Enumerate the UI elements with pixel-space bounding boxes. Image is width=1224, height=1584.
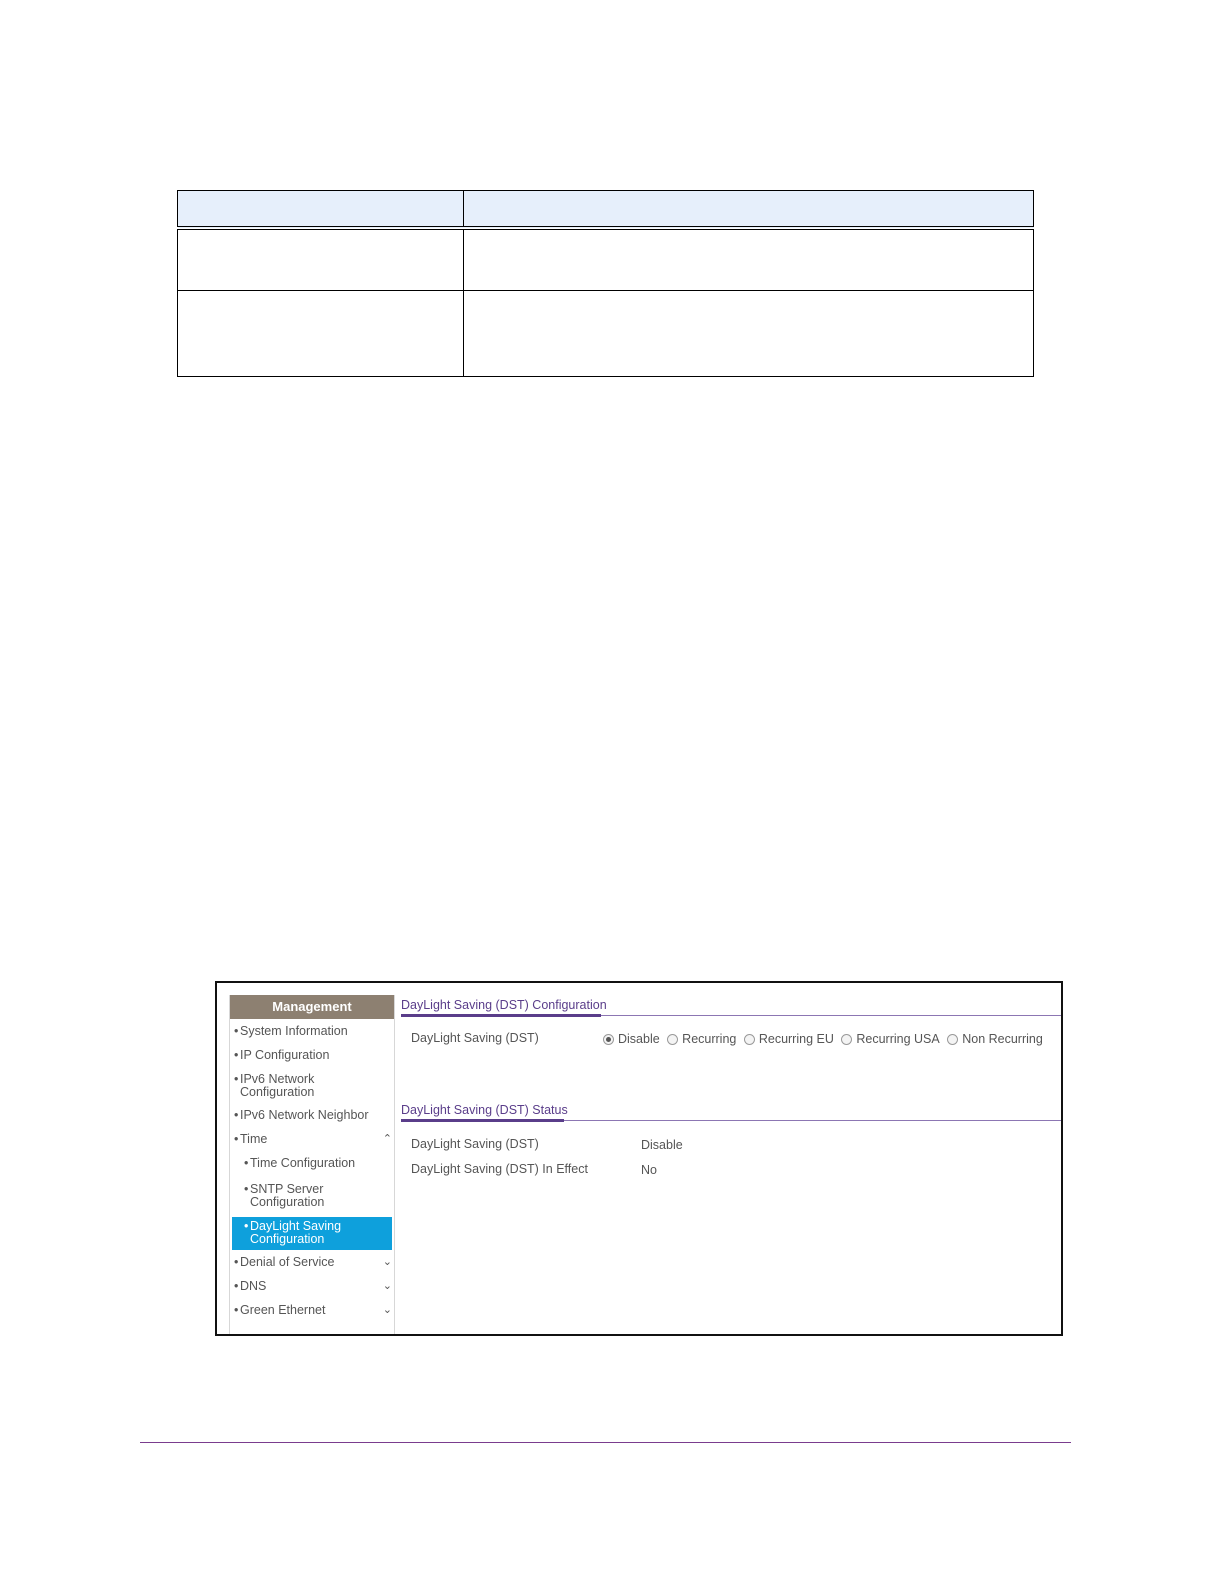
- dst-config-screenshot: [215, 981, 1063, 1336]
- config-section-title: DayLight Saving (DST) Configuration: [401, 998, 607, 1012]
- bullet-icon: •: [234, 1132, 239, 1146]
- sidebar-item-time-configuration[interactable]: • Time Configuration: [244, 1156, 356, 1170]
- radio-icon[interactable]: [841, 1034, 852, 1045]
- table-header-cell: [464, 191, 1034, 228]
- chevron-down-icon: ⌄: [382, 1304, 392, 1316]
- chevron-down-icon: ⌄: [382, 1280, 392, 1292]
- bullet-icon: •: [234, 1303, 239, 1317]
- radio-recurring-eu[interactable]: Recurring EU: [744, 1032, 834, 1046]
- bullet-icon: •: [244, 1182, 249, 1196]
- table-header-cell: [178, 191, 464, 228]
- status-dst-in-effect-label: DayLight Saving (DST) In Effect: [411, 1162, 588, 1176]
- table-row: [178, 228, 1034, 291]
- sidebar-item-denial-of-service[interactable]: • Denial of Service ⌄: [234, 1255, 392, 1269]
- management-sidebar: [229, 995, 395, 1336]
- footer-divider: [140, 1442, 1071, 1443]
- parameter-table: [177, 190, 1034, 377]
- status-section-underline: [401, 1119, 564, 1122]
- chevron-up-icon: ⌃: [382, 1133, 392, 1145]
- bullet-icon: •: [234, 1048, 239, 1062]
- radio-recurring[interactable]: Recurring: [667, 1032, 736, 1046]
- sidebar-item-ipv6-network-neighbor[interactable]: • IPv6 Network Neighbor: [234, 1108, 369, 1122]
- bullet-icon: •: [244, 1219, 249, 1233]
- bullet-icon: •: [234, 1108, 239, 1122]
- sidebar-item-ip-configuration[interactable]: • IP Configuration: [234, 1048, 330, 1062]
- radio-checked-icon[interactable]: [603, 1034, 614, 1045]
- sidebar-item-daylight-saving-configuration[interactable]: • DayLight Saving Configuration: [232, 1217, 392, 1250]
- dst-field-label: DayLight Saving (DST): [411, 1031, 539, 1045]
- bullet-icon: •: [234, 1024, 239, 1038]
- sidebar-item-system-information[interactable]: • System Information: [234, 1024, 348, 1038]
- sidebar-header: Management: [230, 995, 394, 1019]
- table-cell: [178, 228, 464, 291]
- dst-radio-group: [603, 1032, 1047, 1048]
- sidebar-item-sntp-server-configuration[interactable]: • SNTP Server Configuration: [244, 1182, 325, 1209]
- table-cell: [464, 228, 1034, 291]
- sidebar-item-ipv6-network-configuration[interactable]: • IPv6 Network Configuration: [234, 1072, 315, 1099]
- bullet-icon: •: [234, 1072, 239, 1086]
- table-header-row: [178, 191, 1034, 228]
- bullet-icon: •: [244, 1156, 249, 1170]
- radio-icon[interactable]: [947, 1034, 958, 1045]
- status-dst-in-effect-value: No: [641, 1163, 657, 1177]
- radio-recurring-usa[interactable]: Recurring USA: [841, 1032, 939, 1046]
- status-dst-label: DayLight Saving (DST): [411, 1137, 539, 1151]
- radio-non-recurring[interactable]: Non Recurring: [947, 1032, 1043, 1046]
- status-section-title: DayLight Saving (DST) Status: [401, 1103, 568, 1117]
- main-panel: [401, 995, 1061, 1335]
- table-cell: [178, 291, 464, 377]
- status-dst-value: Disable: [641, 1138, 683, 1152]
- config-section-underline: [401, 1014, 601, 1017]
- radio-icon[interactable]: [667, 1034, 678, 1045]
- chevron-down-icon: ⌄: [382, 1256, 392, 1268]
- sidebar-item-dns[interactable]: • DNS ⌄: [234, 1279, 392, 1293]
- bullet-icon: •: [234, 1255, 239, 1269]
- radio-disable[interactable]: Disable: [603, 1032, 660, 1046]
- table-row: [178, 291, 1034, 377]
- sidebar-item-green-ethernet[interactable]: • Green Ethernet ⌄: [234, 1303, 392, 1317]
- sidebar-item-time[interactable]: • Time ⌃: [234, 1132, 392, 1146]
- table-cell: [464, 291, 1034, 377]
- bullet-icon: •: [234, 1279, 239, 1293]
- radio-icon[interactable]: [744, 1034, 755, 1045]
